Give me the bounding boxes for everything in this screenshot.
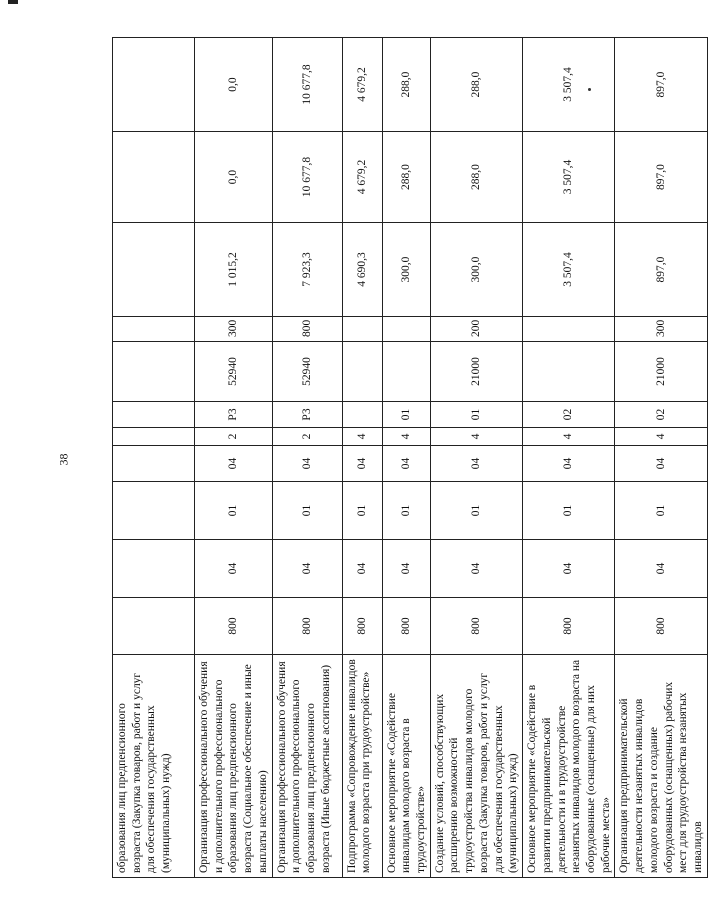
- table-row: [615, 38, 707, 878]
- subprogram-code-cell: 2: [272, 428, 342, 446]
- program-code-cell: 04: [342, 446, 382, 482]
- subprogram-code-cell: 4: [342, 428, 382, 446]
- grbs-code-cell: 800: [523, 598, 615, 655]
- amount-year-1-cell: 4 690,3: [342, 223, 382, 317]
- table-row: [382, 38, 430, 878]
- direction-code-cell: 21000: [615, 342, 707, 402]
- event-code-cell: 01: [430, 402, 522, 428]
- subprogram-code-cell: [113, 428, 195, 446]
- amount-year-1-cell: [113, 223, 195, 317]
- row-name-cell: Подпрограмма «Сопровождение инвалидов молодого возраста при трудоустройстве»: [342, 655, 382, 878]
- subsection-code-cell: 01: [342, 482, 382, 540]
- row-name-cell: Создание условий, способствующих расширению возможностей трудоустройства инвалидов молодого возраста (Закупка товаров, работ и услуг для обеспечения государственных (муниципальных) нужд): [430, 655, 522, 878]
- amount-year-2-cell: [113, 132, 195, 223]
- amount-year-2-cell: 4 679,2: [342, 132, 382, 223]
- subsection-code-cell: [113, 482, 195, 540]
- program-code-cell: 04: [272, 446, 342, 482]
- direction-code-cell: [342, 342, 382, 402]
- section-code-cell: 04: [430, 540, 522, 598]
- row-name-cell: Организация профессионального обучения и дополнительного профессионального образования лиц предпенсионного возраста (Иные бюджетные ассигнования): [272, 655, 342, 878]
- program-code-cell: 04: [195, 446, 273, 482]
- subprogram-code-cell: 4: [523, 428, 615, 446]
- event-code-cell: 01: [382, 402, 430, 428]
- program-code-cell: 04: [382, 446, 430, 482]
- direction-code-cell: 52940: [272, 342, 342, 402]
- grbs-code-cell: 800: [195, 598, 273, 655]
- table-row: [113, 38, 195, 878]
- direction-code-cell: [113, 342, 195, 402]
- amount-year-2-cell: 10 677,8: [272, 132, 342, 223]
- direction-code-cell: 52940: [195, 342, 273, 402]
- expense-type-code-cell: [342, 317, 382, 342]
- amount-year-2-cell: 3 507,4: [523, 132, 615, 223]
- section-code-cell: 04: [382, 540, 430, 598]
- event-code-cell: 02: [615, 402, 707, 428]
- grbs-code-cell: 800: [430, 598, 522, 655]
- grbs-code-cell: 800: [615, 598, 707, 655]
- expense-type-code-cell: [523, 317, 615, 342]
- amount-year-1-cell: 300,0: [382, 223, 430, 317]
- subsection-code-cell: 01: [195, 482, 273, 540]
- budget-table-rotated: [112, 38, 704, 878]
- subsection-code-cell: 01: [615, 482, 707, 540]
- section-code-cell: 04: [195, 540, 273, 598]
- subsection-code-cell: 01: [430, 482, 522, 540]
- scan-artifact: [8, 0, 18, 4]
- grbs-code-cell: [113, 598, 195, 655]
- amount-year-1-cell: 897,0: [615, 223, 707, 317]
- budget-table: [112, 37, 708, 878]
- row-name-cell: Основное мероприятие «Содействие инвалидам молодого возраста в трудоустройстве»: [382, 655, 430, 878]
- row-name-cell: образования лиц предпенсионного возраста (Закупка товаров, работ и услуг для обеспечения государственных (муниципальных) нужд): [113, 655, 195, 878]
- amount-year-3-cell: 10 677,8: [272, 38, 342, 132]
- section-code-cell: 04: [523, 540, 615, 598]
- amount-year-3-cell: 288,0: [382, 38, 430, 132]
- amount-year-2-cell: 897,0: [615, 132, 707, 223]
- amount-year-1-cell: 1 015,2: [195, 223, 273, 317]
- subprogram-code-cell: 2: [195, 428, 273, 446]
- program-code-cell: 04: [523, 446, 615, 482]
- row-name-cell: Основное мероприятие «Содействие в развитии предпринимательской деятельности и в трудоустройстве незанятых инвалидов молодого возраста на оборудованные (оснащенные) для них рабочие места»: [523, 655, 615, 878]
- table-row: [523, 38, 615, 878]
- section-code-cell: 04: [272, 540, 342, 598]
- event-code-cell: 02: [523, 402, 615, 428]
- table-row: [342, 38, 382, 878]
- section-code-cell: 04: [342, 540, 382, 598]
- grbs-code-cell: 800: [342, 598, 382, 655]
- subsection-code-cell: 01: [382, 482, 430, 540]
- grbs-code-cell: 800: [382, 598, 430, 655]
- direction-code-cell: [523, 342, 615, 402]
- section-code-cell: [113, 540, 195, 598]
- amount-year-1-cell: 7 923,3: [272, 223, 342, 317]
- table-row: [430, 38, 522, 878]
- amount-year-3-cell: 3 507,4: [523, 38, 615, 132]
- amount-year-2-cell: 0,0: [195, 132, 273, 223]
- expense-type-code-cell: [382, 317, 430, 342]
- expense-type-code-cell: [113, 317, 195, 342]
- event-code-cell: [113, 402, 195, 428]
- table-row: [272, 38, 342, 878]
- amount-year-3-cell: 4 679,2: [342, 38, 382, 132]
- amount-year-3-cell: 288,0: [430, 38, 522, 132]
- section-code-cell: 04: [615, 540, 707, 598]
- amount-year-3-cell: [113, 38, 195, 132]
- row-name-cell: Организация профессионального обучения и дополнительного профессионального образования лиц предпенсионного возраста (Социальное обеспечение и иные выплаты населению): [195, 655, 273, 878]
- expense-type-code-cell: 300: [195, 317, 273, 342]
- expense-type-code-cell: 800: [272, 317, 342, 342]
- expense-type-code-cell: 300: [615, 317, 707, 342]
- amount-year-1-cell: 300,0: [430, 223, 522, 317]
- amount-year-2-cell: 288,0: [430, 132, 522, 223]
- subprogram-code-cell: 4: [430, 428, 522, 446]
- amount-year-3-cell: 897,0: [615, 38, 707, 132]
- program-code-cell: 04: [615, 446, 707, 482]
- grbs-code-cell: 800: [272, 598, 342, 655]
- amount-year-1-cell: 3 507,4: [523, 223, 615, 317]
- event-code-cell: [342, 402, 382, 428]
- event-code-cell: P3: [272, 402, 342, 428]
- subsection-code-cell: 01: [272, 482, 342, 540]
- expense-type-code-cell: 200: [430, 317, 522, 342]
- table-row: [195, 38, 273, 878]
- subprogram-code-cell: 4: [382, 428, 430, 446]
- amount-year-2-cell: 288,0: [382, 132, 430, 223]
- subsection-code-cell: 01: [523, 482, 615, 540]
- subprogram-code-cell: 4: [615, 428, 707, 446]
- amount-year-3-cell: 0,0: [195, 38, 273, 132]
- program-code-cell: [113, 446, 195, 482]
- direction-code-cell: 21000: [430, 342, 522, 402]
- row-name-cell: Организация предпринимательской деятельности незанятых инвалидов молодого возраста и создание оборудованных (оснащенных) рабочих мест для трудоустройства незанятых инвалидов: [615, 655, 707, 878]
- direction-code-cell: [382, 342, 430, 402]
- page-number: 38: [56, 453, 71, 466]
- event-code-cell: P3: [195, 402, 273, 428]
- program-code-cell: 04: [430, 446, 522, 482]
